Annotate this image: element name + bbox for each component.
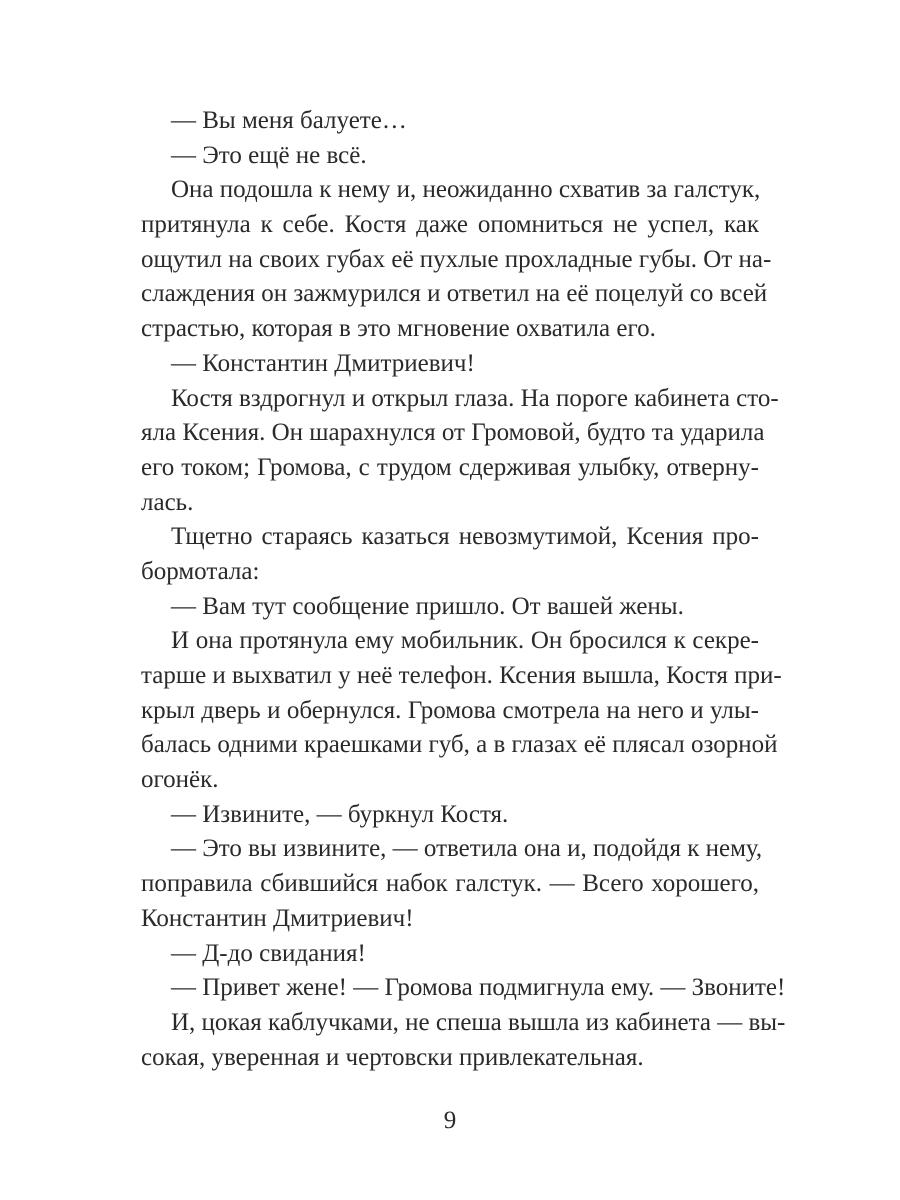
text-line: Костя вздрогнул и открыл глаза. На пороге кабинета сто- (171, 384, 779, 412)
text-line: — Извините, — буркнул Костя. (171, 800, 509, 828)
text-line: страстью, которая в это мгновение охватила его. (141, 315, 656, 343)
page-text (141, 104, 786, 1075)
text-line: ощутил на своих губах её пухлые прохладные губы. От на- (141, 245, 772, 273)
text-line: — Привет жене! — Громова подмигнула ему. — Звоните! (171, 974, 786, 1002)
text-line: притянула к себе. Костя даже опомниться не успел, как (141, 211, 759, 239)
text-line: слаждения он зажмурился и ответил на её поцелуй со всей (141, 280, 768, 308)
text-line: сокая, уверенная и чертовски привлекательная. (141, 1043, 644, 1071)
text-line: его током; Громова, с трудом сдерживая улыбку, отверну- (141, 453, 759, 481)
text-line: И, цокая каблучками, не спеша вышла из кабинета — вы- (171, 1008, 786, 1036)
text-line: И она протянула ему мобильник. Он бросился к секре- (171, 627, 759, 655)
text-line: лась. (141, 488, 194, 516)
page-number: 9 (443, 1107, 457, 1134)
text-line: — Д-до свидания! (171, 939, 366, 967)
text-line: — Вам тут сообщение пришло. От вашей жены. (171, 592, 684, 620)
text-line: Константин Дмитриевич! (141, 904, 414, 932)
text-line: — Вы меня балуете… (171, 107, 407, 134)
text-line: яла Ксения. Он шарахнулся от Громовой, будто та ударила (141, 419, 765, 447)
text-line: Тщетно стараясь казаться невозмутимой, Ксения про- (171, 523, 759, 551)
text-line: Она подошла к нему и, неожиданно схватив за галстук, (171, 176, 761, 204)
text-line: поправила сбившийся набок галстук. — Всего хорошего, (141, 870, 759, 898)
text-line: — Это вы извините, — ответила она и, подойдя к нему, (171, 835, 763, 863)
text-line: огонёк. (141, 766, 219, 794)
text-line: тарше и выхватил у неё телефон. Ксения вышла, Костя при- (141, 662, 782, 689)
text-line: — Это ещё не всё. (171, 141, 367, 169)
text-line: крыл дверь и обернулся. Громова смотрела на него и улы- (141, 696, 759, 724)
text-line: бормотала: (141, 557, 260, 585)
text-line: — Константин Дмитриевич! (171, 349, 475, 377)
text-line: балась одними краешками губ, а в глазах её плясал озорной (141, 731, 778, 759)
